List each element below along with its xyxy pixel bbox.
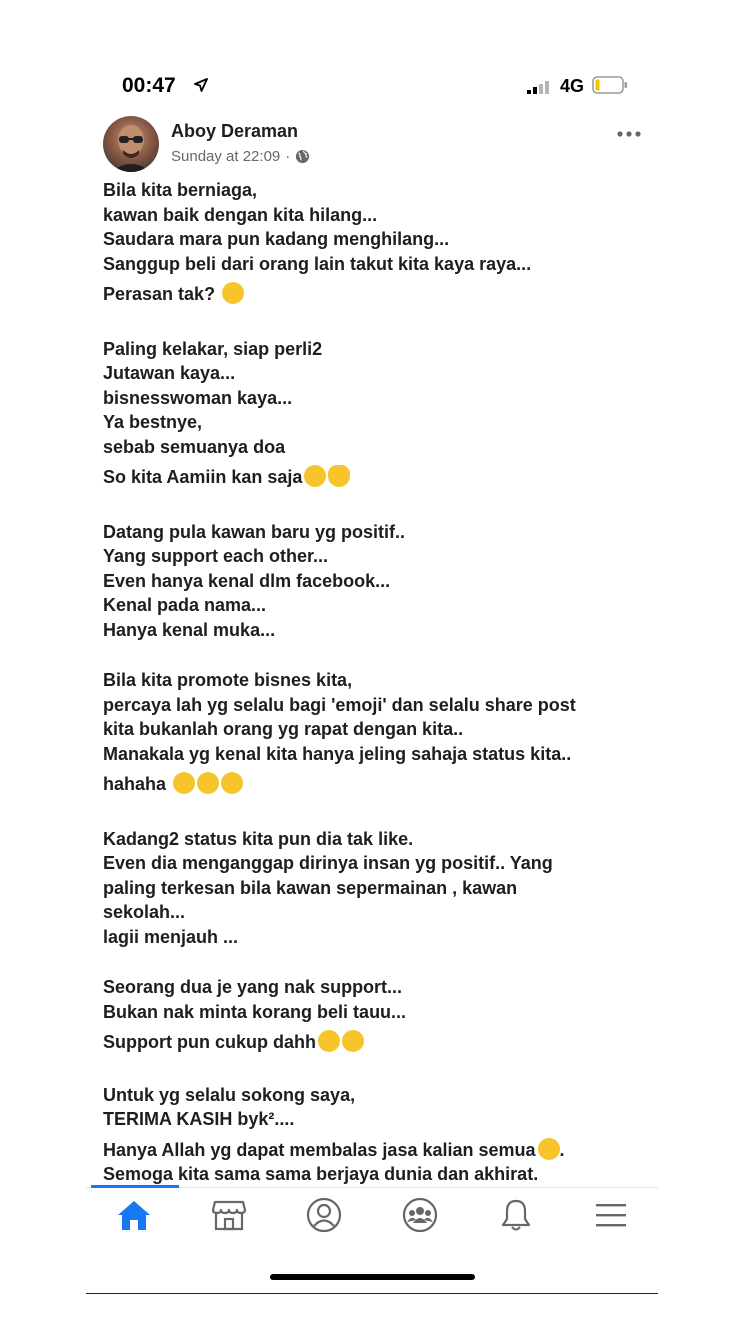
text-line: sekolah... [103,902,186,922]
more-options-icon[interactable] [617,130,641,138]
signal-icon [527,80,553,94]
text-line: Manakala yg kenal kita hanya jeling sahaja status kita.. [103,743,572,764]
text-line-with-emoji [103,1030,643,1055]
marketplace-icon [211,1199,247,1231]
paragraph [103,1083,643,1132]
tab-notifications[interactable] [486,1190,546,1240]
tab-profile[interactable] [294,1190,354,1240]
text-line: TERIMA KASIH byk².... [103,1109,295,1129]
shushing-emoji-icon [221,772,243,794]
text-line-with-emoji [103,772,643,797]
bell-icon [499,1197,533,1233]
paragraph [103,668,643,766]
paragraph [103,178,643,276]
text-line-with-emoji: Hanya Allah yg dapat membalas jasa kalian semua . [103,1139,565,1160]
post-meta [171,148,310,165]
text-line: Even hanya kenal dlm facebook... [103,570,391,591]
paragraph [103,337,643,460]
text-line: Ya bestnye, [103,412,203,432]
shushing-emoji-icon [173,772,195,794]
shushing-emoji-icon [197,772,219,794]
phone-screen [86,52,658,1294]
paragraph [103,1030,643,1055]
tab-groups[interactable] [390,1190,450,1240]
status-bar [86,52,658,122]
text-line: Hanya Allah yg dapat membalas jasa kalian semua [103,1139,536,1160]
paragraph [103,1138,643,1187]
paragraph [103,772,643,797]
active-tab-indicator [91,1185,179,1188]
paragraph [103,465,643,490]
blushing-emoji-icon [538,1138,560,1160]
status-time: 00:47 [122,74,176,97]
smiling-emoji-icon [222,282,244,304]
author-avatar[interactable] [103,116,159,172]
text-line: Perasan tak? [103,284,221,304]
location-arrow-icon [194,78,208,92]
meta-separator: · [285,148,291,165]
tab-marketplace[interactable] [199,1190,259,1240]
text-line: Kadang2 status kita pun dia tak like. [103,828,414,849]
post-text [103,178,643,1211]
globe-icon [295,149,310,164]
text-line: Datang pula kawan baru yg positif.. [103,521,406,542]
text-line: Seorang dua je yang nak support... [103,977,403,997]
battery-icon [592,76,628,94]
text-line: hahaha [103,774,172,794]
text-line: Semoga kita sama sama berjaya dunia dan akhirat. [103,1164,539,1184]
text-line-with-emoji [103,282,643,307]
post-timestamp[interactable]: Sunday at 22:09 [171,148,281,165]
text-line: sebab semuanya doa [103,436,286,457]
author-name[interactable]: Aboy Deraman [171,121,299,141]
text-line: Untuk yg selalu sokong saya, [103,1084,356,1105]
text-line: kawan baik dengan kita hilang... [103,204,378,225]
grinning-emoji-icon [342,1030,364,1052]
bottom-tab-bar [86,1190,658,1250]
text-line: Paling kelakar, siap perli2 [103,338,323,359]
paragraph [103,827,643,950]
text-line: paling terkesan bila kawan sepermainan , kawan [103,877,518,898]
text-line: So kita Aamiin kan saja [103,467,303,487]
text-line: Support pun cukup dahh [103,1032,316,1052]
text-line: Bila kita promote bisnes kita, [103,670,353,690]
tab-home[interactable] [104,1190,164,1240]
home-icon [116,1199,152,1231]
paragraph [103,520,643,643]
home-indicator [270,1274,475,1280]
text-line: Kenal pada nama... [103,595,267,615]
open-hands-emoji-icon [328,465,350,487]
bottom-border [86,1293,658,1294]
text-line: Jutawan kaya... [103,363,236,383]
text-line: percaya lah yg selalu bagi 'emoji' dan selalu share post [103,694,576,715]
text-line: kita bukanlah orang yg rapat dengan kita.. [103,719,464,739]
tab-menu[interactable] [581,1190,641,1240]
grinning-emoji-icon [318,1030,340,1052]
paragraph [103,975,643,1024]
text-line-with-emoji [103,465,643,490]
text-line: lagii menjauh ... [103,926,239,947]
profile-icon [306,1197,342,1233]
network-type: 4G [560,76,585,96]
text-line: Bukan nak minta korang beli tauu... [103,1001,407,1022]
text-line: Yang support each other... [103,546,329,566]
text-line: Hanya kenal muka... [103,619,276,640]
menu-icon [595,1202,627,1228]
text-line: Sanggup beli dari orang lain takut kita kaya raya... [103,253,532,274]
text-line: Bila kita berniaga, [103,180,258,200]
text-line: bisnesswoman kaya... [103,387,293,408]
groups-icon [402,1197,438,1233]
text-line: Saudara mara pun kadang menghilang... [103,229,450,249]
smiling-emoji-icon [304,465,326,487]
text-line: Even dia menganggap dirinya insan yg positif.. Yang [103,853,553,873]
paragraph [103,282,643,307]
